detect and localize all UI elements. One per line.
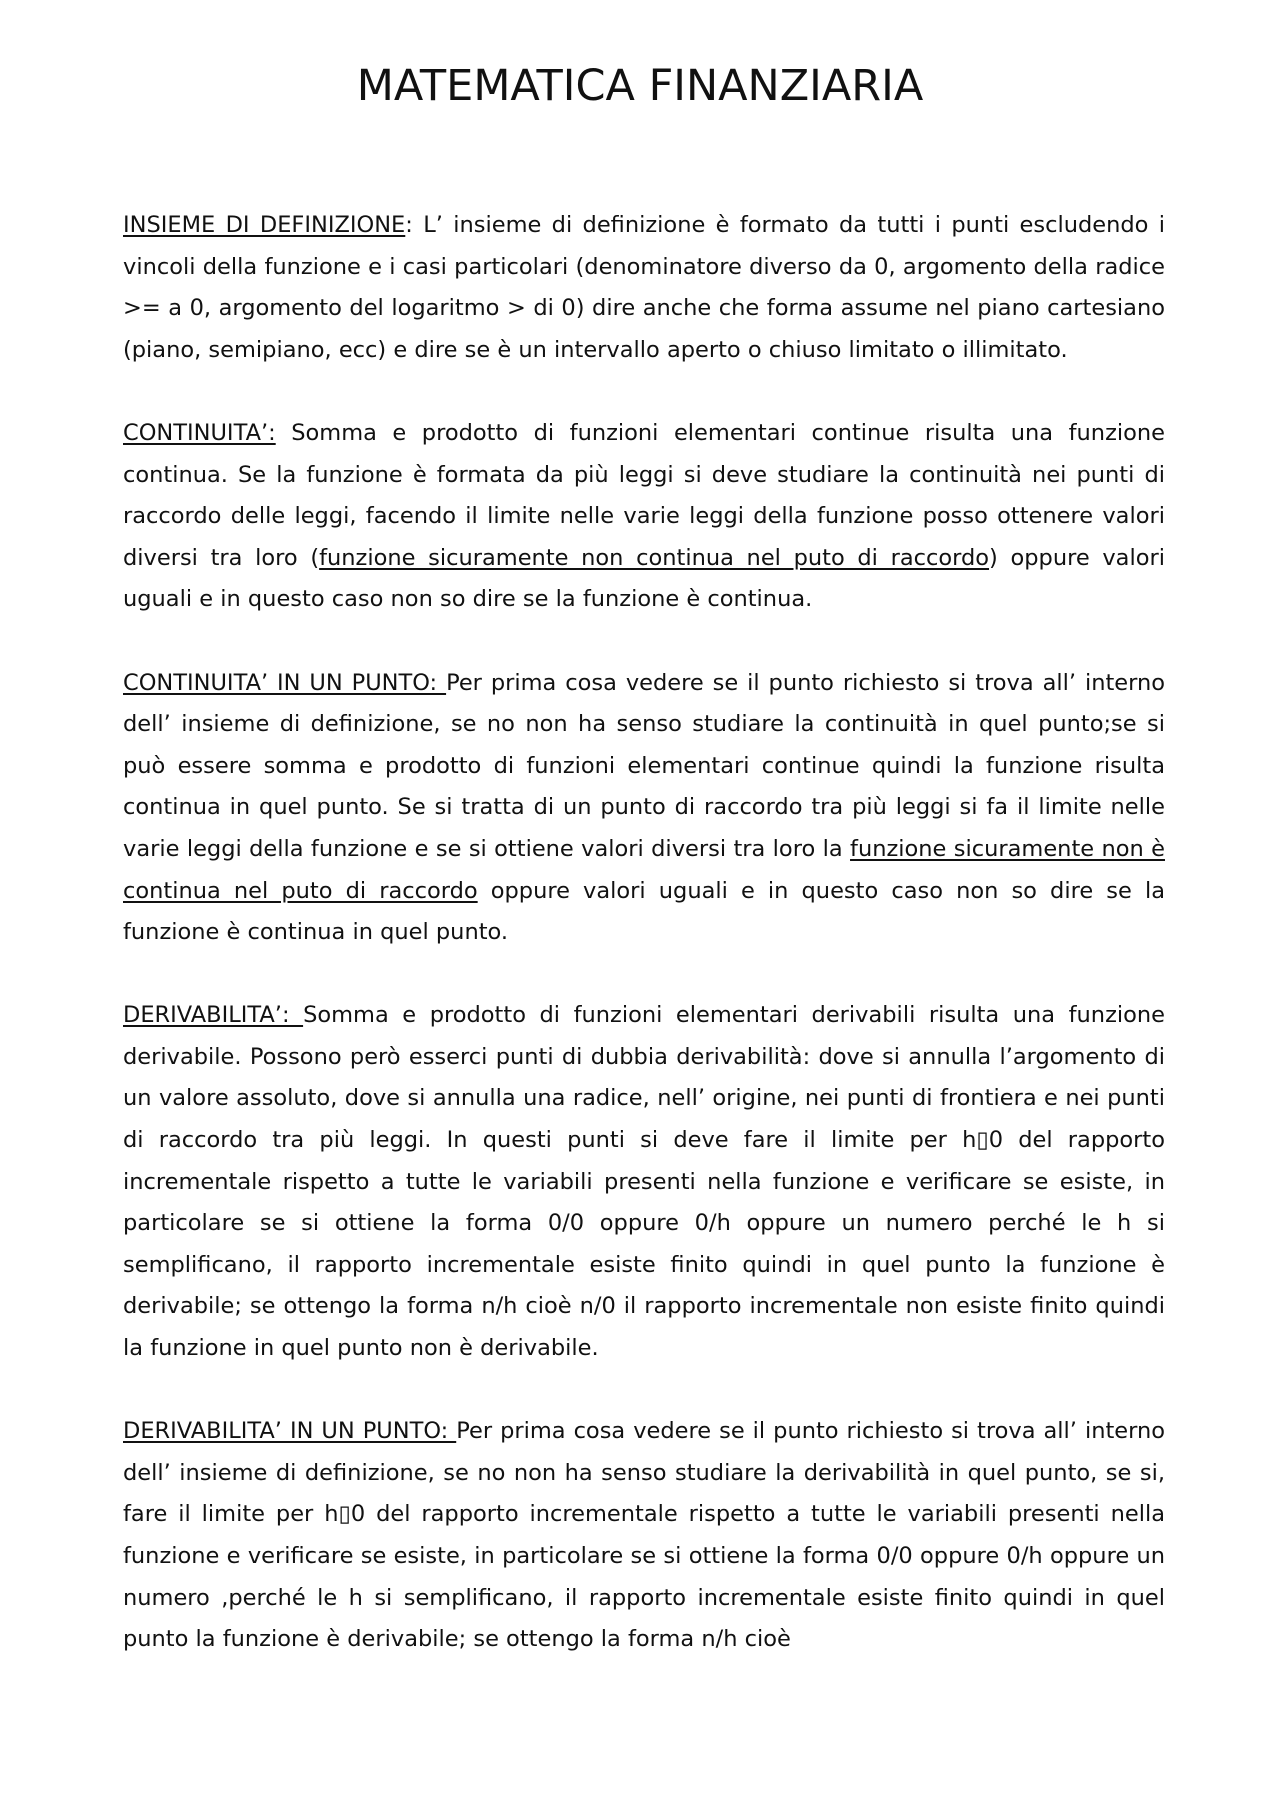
- underlined-phrase: funzione sicuramente non è continua nel puto di raccordo: [123, 835, 1165, 904]
- section-heading: CONTINUITA’ IN UN PUNTO:: [123, 669, 447, 696]
- heading-suffix: [276, 420, 292, 446]
- section-continuita-in-un-punto: [123, 663, 1165, 954]
- document-body: [123, 205, 1165, 1702]
- section-insieme-di-definizione: [123, 205, 1165, 371]
- section-text-after: oppure valori uguali e in questo caso non so dire se la funzione è continua in quel punto.: [123, 877, 1165, 946]
- section-text: Per prima cosa vedere se il punto richiesto si trova all’ interno dell’ insieme di definizione, se no non ha senso studiare la derivabilità in quel punto, se si, fare il limite per h▯0 del rapporto incrementale rispetto a tutte le variabili presenti nella funzione e verificare se esiste, in particolare se si ottiene la forma 0/0 oppure 0/h oppure un numero ,perché le h si semplificano, il rapporto incrementale esiste finito quindi in quel punto la funzione è derivabile; se ottengo la forma n/h cioè: [123, 1418, 1166, 1653]
- section-heading: INSIEME DI DEFINIZIONE: [123, 212, 406, 238]
- underlined-phrase: funzione sicuramente non continua nel puto di raccordo: [319, 544, 990, 571]
- page-title: MATEMATICA FINANZIARIA: [356, 61, 924, 111]
- section-heading: DERIVABILITA’ IN UN PUNTO:: [123, 1418, 457, 1445]
- section-heading: DERIVABILITA’:: [123, 1002, 304, 1029]
- section-text: Somma e prodotto di funzioni elementari continue risulta una funzione continua. Se la funzione è formata da più leggi si deve studiare la continuità nei punti di raccordo delle leggi, facendo il limite nelle varie leggi della funzione posso ottenere valori diversi tra loro (: [123, 419, 1165, 571]
- section-heading: CONTINUITA’:: [123, 419, 276, 446]
- section-derivabilita: [123, 995, 1165, 1369]
- section-text: Per prima cosa vedere se il punto richiesto si trova all’ interno dell’ insieme di definizione, se no non ha senso studiare la continuità in quel punto;se si può essere somma e prodotto di funzioni elementari continue quindi la funzione risulta continua in quel punto. Se si tratta di un punto di raccordo tra più leggi si fa il limite nelle varie leggi della funzione e se si ottiene valori diversi tra loro la: [123, 669, 1166, 862]
- section-derivabilita-in-un-punto: [123, 1411, 1165, 1661]
- section-text: Somma e prodotto di funzioni elementari derivabili risulta una funzione derivabile. Possono però esserci punti di dubbia derivabilità: dove si annulla l’argomento di un valore assoluto, dove si annulla una radice, nell’ origine, nei punti di frontiera e nei punti di raccordo tra più leggi. In questi punti si deve fare il limite per h▯0 del rapporto incrementale rispetto a tutte le variabili presenti nella funzione e verificare se esiste, in particolare se si ottiene la forma 0/0 oppure 0/h oppure un numero perché le h si semplificano, il rapporto incrementale esiste finito quindi in quel punto la funzione è derivabile; se ottengo la forma n/h cioè n/0 il rapporto incrementale non esiste finito quindi la funzione in quel punto non è derivabile.: [123, 1002, 1165, 1362]
- heading-suffix: :: [405, 212, 424, 238]
- section-text-after: ) oppure valori uguali e in questo caso non so dire se la funzione è continua.: [123, 544, 1165, 613]
- section-text: L’ insieme di definizione è formato da tutti i punti escludendo i vincoli della funzione e i casi particolari (denominatore diverso da 0, argomento della radice >= a 0, argomento del logaritmo > di 0) dire anche che forma assume nel piano cartesiano (piano, semipiano, ecc) e dire se è un intervallo aperto o chiuso limitato o illimitato.: [123, 212, 1166, 363]
- section-continuita: [123, 413, 1165, 621]
